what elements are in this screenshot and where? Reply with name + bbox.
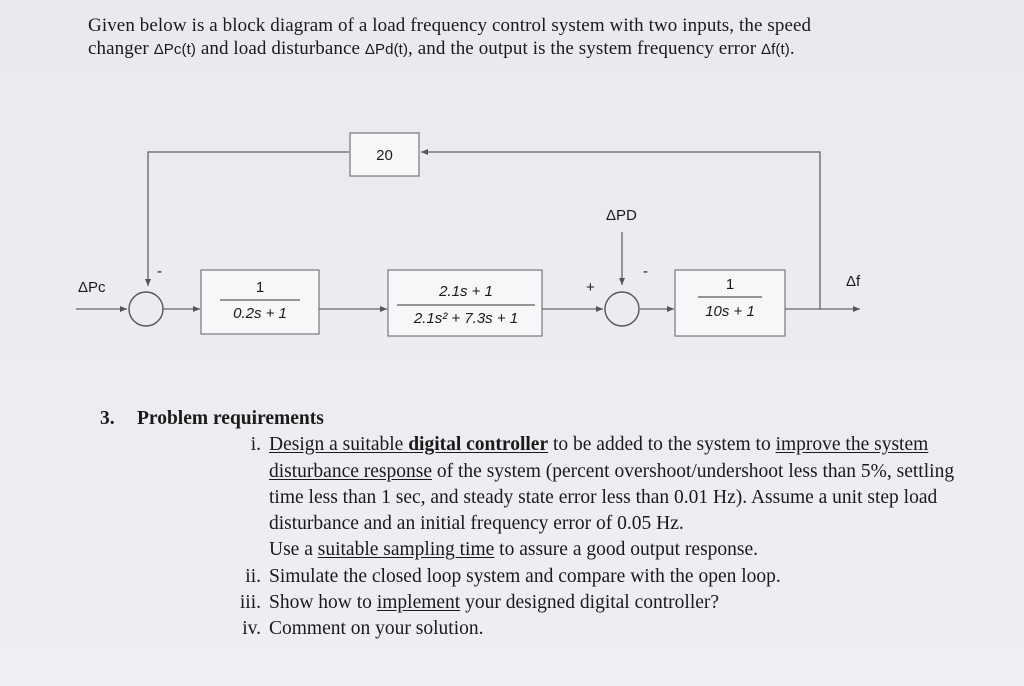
requirement-item-ii: ii. Simulate the closed loop system and compare with the open loop. <box>245 565 781 587</box>
frequency-error-symbol: Δf(t) <box>760 41 790 58</box>
turbine-denominator: 2.1s² + 7.3s + 1 <box>413 310 519 327</box>
governor-denominator: 0.2s + 1 <box>233 305 287 322</box>
input-label: ΔPc <box>78 279 106 296</box>
feedback-gain-value: 20 <box>376 147 393 164</box>
requirements-heading: 3. Problem requirements <box>100 408 324 429</box>
disturbance-label: ΔPD <box>606 207 637 224</box>
requirement-item-iv: iv. Comment on your solution. <box>242 618 484 640</box>
power-system-numerator: 1 <box>725 276 735 293</box>
sum2-disturbance-sign: - <box>643 263 648 280</box>
summing-junction-1 <box>129 292 163 326</box>
intro-line-1: Given below is a block diagram of a load frequency control system with two inputs, the speed <box>88 15 812 36</box>
intro-line-2: changer ΔPc(t) and load disturbance ΔPd(t), and the output is the system frequency error Δf(t). <box>88 38 795 59</box>
sum1-feedback-sign: - <box>157 263 162 280</box>
sum2-plus-sign: + <box>586 279 595 296</box>
output-label: Δf <box>846 273 861 290</box>
turbine-numerator: 2.1s + 1 <box>439 283 493 300</box>
requirements-list <box>220 432 960 642</box>
speed-changer-symbol: ΔPc(t) <box>153 41 196 58</box>
requirement-item-i: i. Design a suitable digital controller to be added to the system to improve the system disturbance response of the system (percent overshoot/undershoot less than 5%, settling time less than 1 sec, and steady state error less than 0.01 Hz). Assume a unit step load disturbance and an initial frequency error of 0.05 Hz. Use a suitable sampling time to assure a good output response. <box>250 434 955 561</box>
problem-requirements <box>100 406 1000 643</box>
summing-junction-2 <box>605 292 639 326</box>
requirement-item-iii: iii. Show how to implement your designed digital controller? <box>239 592 720 614</box>
governor-numerator: 1 <box>255 279 265 296</box>
load-disturbance-symbol: ΔPd(t) <box>364 41 409 58</box>
feedback-path-to-sum1 <box>148 152 349 286</box>
power-system-denominator: 10s + 1 <box>705 303 755 320</box>
